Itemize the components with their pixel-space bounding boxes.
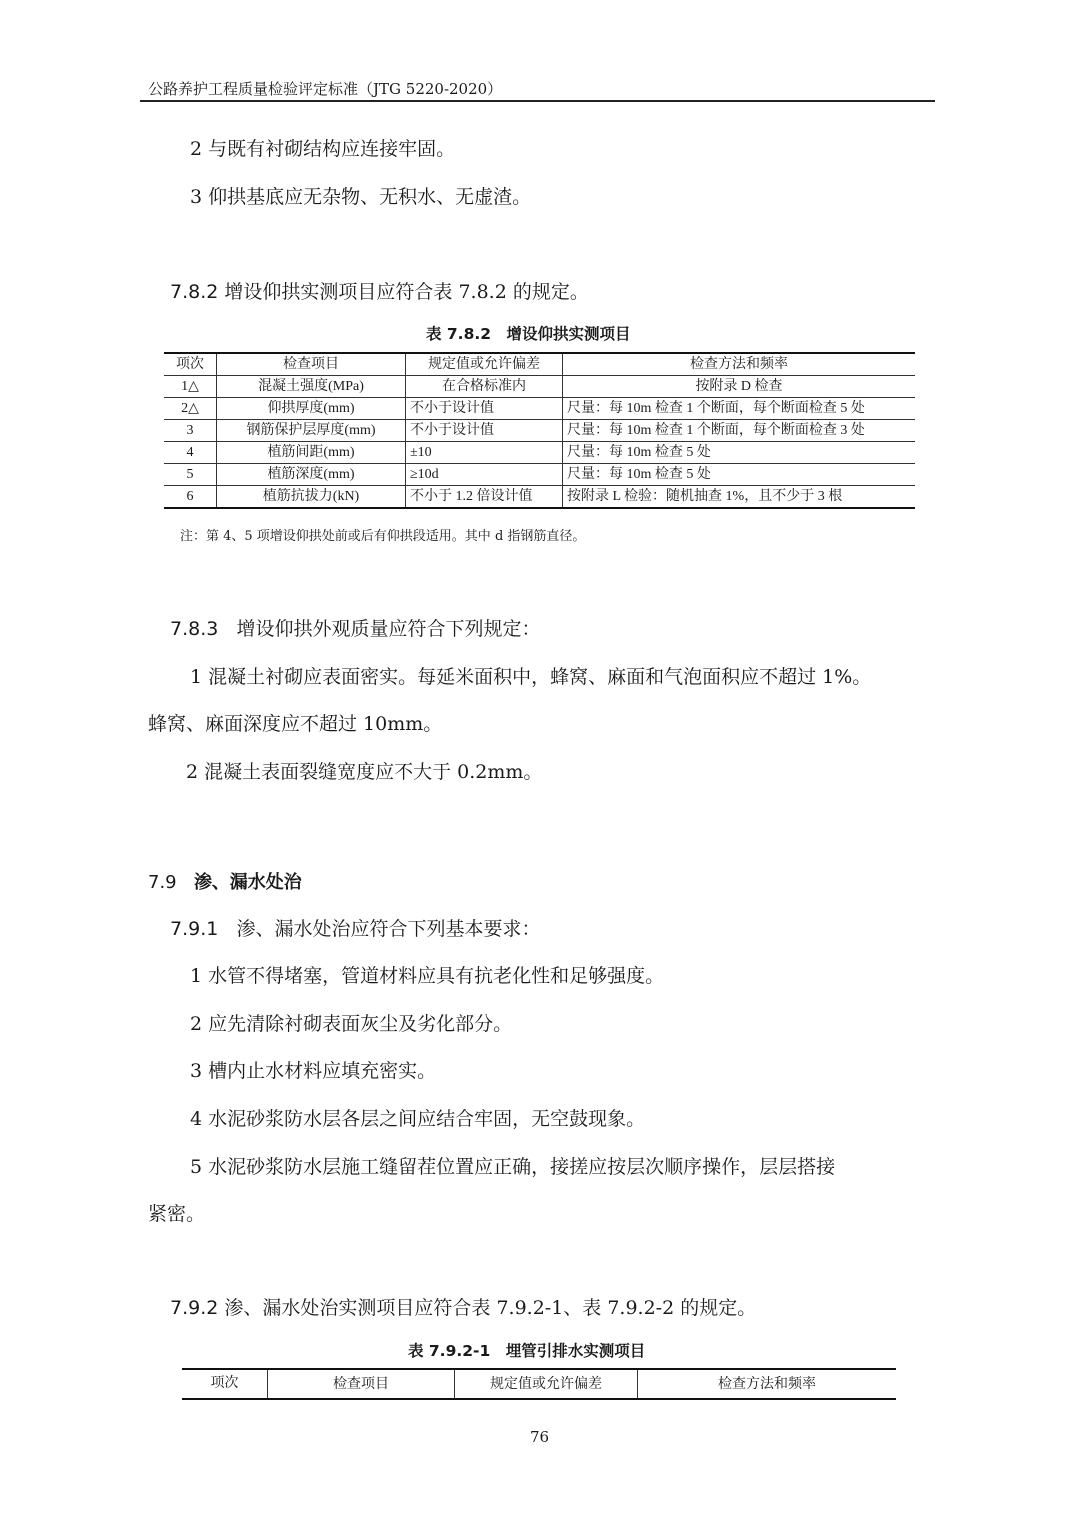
- column-header: 检查方法和频率: [638, 1369, 897, 1399]
- clause-7-8-2: [170, 277, 589, 304]
- running-header: 公路养护工程质量检验评定标准（JTG 5220-2020）: [148, 80, 503, 98]
- paragraph: 4 水泥砂浆防水层各层之间应结合牢固，无空鼓现象。: [190, 1108, 646, 1130]
- cell: 3: [164, 420, 217, 442]
- cell: 6: [164, 486, 217, 509]
- paragraph: 紧密。: [148, 1203, 206, 1225]
- cell: 按附录 L 检验：随机抽查 1%，且不少于 3 根: [563, 486, 916, 509]
- cell: 不小于设计值: [406, 420, 563, 442]
- column-header: 检查项目: [217, 353, 406, 376]
- clause-number: 7.8.3: [170, 618, 219, 640]
- column-header: 规定值或允许偏差: [455, 1369, 638, 1399]
- table-row: [164, 464, 915, 486]
- paragraph: 1 水管不得堵塞，管道材料应具有抗老化性和足够强度。: [190, 965, 665, 987]
- paragraph: 2 应先清除衬砌表面灰尘及劣化部分。: [190, 1013, 513, 1035]
- column-header: 检查方法和频率: [563, 353, 916, 376]
- cell: 尺量：每 10m 检查 5 处: [563, 464, 916, 486]
- clause-text: 渗、漏水处治实测项目应符合表 7.9.2-1、表 7.9.2-2 的规定。: [224, 1297, 757, 1319]
- cell: ±10: [406, 442, 563, 464]
- paragraph: 蜂窝、麻面深度应不超过 10mm。: [148, 713, 443, 735]
- table-caption: 表 7.8.2 增设仰拱实测项目: [426, 325, 631, 343]
- cell: 按附录 D 检查: [563, 376, 916, 398]
- table-header-row: [164, 353, 915, 376]
- cell: 植筋深度(mm): [217, 464, 406, 486]
- column-header: 检查项目: [268, 1369, 455, 1399]
- cell: 植筋间距(mm): [217, 442, 406, 464]
- table-header-row: [182, 1369, 896, 1399]
- cell: 5: [164, 464, 217, 486]
- paragraph: 2 与既有衬砌结构应连接牢固。: [190, 138, 456, 160]
- table-row: [164, 420, 915, 442]
- cell: 不小于 1.2 倍设计值: [406, 486, 563, 509]
- paragraph: 5 水泥砂浆防水层施工缝留茬位置应正确，接搓应按层次顺序操作，层层搭接: [190, 1156, 836, 1178]
- table-row: [164, 442, 915, 464]
- clause-7-8-3: [170, 614, 541, 641]
- clause-text: 增设仰拱外观质量应符合下列规定：: [236, 618, 541, 640]
- paragraph: 1 混凝土衬砌应表面密实。每延米面积中，蜂窝、麻面和气泡面积应不超过 1%。: [190, 666, 872, 688]
- cell: 仰拱厚度(mm): [217, 398, 406, 420]
- clause-7-9-1: [170, 914, 541, 941]
- table-7-9-2-1: [182, 1368, 896, 1400]
- section-number: 7.9: [148, 872, 177, 893]
- table-caption: 表 7.9.2-1 埋管引排水实测项目: [408, 1342, 646, 1360]
- section-title: 渗、漏水处治: [193, 872, 302, 893]
- clause-7-9-2: [170, 1293, 756, 1320]
- clause-number: 7.9.2: [170, 1297, 219, 1319]
- cell: 4: [164, 442, 217, 464]
- clause-text: 渗、漏水处治应符合下列基本要求：: [236, 918, 541, 940]
- clause-text: 增设仰拱实测项目应符合表 7.8.2 的规定。: [224, 281, 589, 303]
- column-header: 项次: [210, 1376, 239, 1391]
- cell: 混凝土强度(MPa): [217, 376, 406, 398]
- column-header: 规定值或允许偏差: [406, 353, 563, 376]
- paragraph: 3 仰拱基底应无杂物、无积水、无虚渣。: [190, 186, 532, 208]
- column-header: 项次: [176, 357, 204, 372]
- cell: 1△: [164, 376, 217, 398]
- cell: 尺量：每 10m 检查 1 个断面，每个断面检查 5 处: [563, 398, 916, 420]
- page-number: 76: [530, 1428, 550, 1446]
- table-row: [164, 398, 915, 420]
- paragraph: 2 混凝土表面裂缝宽度应不大于 0.2mm。: [186, 761, 543, 783]
- section-7-9-heading: [148, 868, 302, 894]
- table-7-8-2: [164, 352, 915, 509]
- cell: 植筋抗拔力(kN): [217, 486, 406, 509]
- paragraph: 3 槽内止水材料应填充密实。: [190, 1060, 437, 1082]
- clause-number: 7.8.2: [170, 281, 219, 303]
- cell: 不小于设计值: [406, 398, 563, 420]
- cell: 在合格标准内: [406, 376, 563, 398]
- cell: 2△: [164, 398, 217, 420]
- table-row: [164, 376, 915, 398]
- header-rule: [140, 100, 935, 102]
- clause-number: 7.9.1: [170, 918, 219, 940]
- table-note: 注：第 4、5 项增设仰拱处前或后有仰拱段适用。其中 d 指钢筋直径。: [180, 529, 586, 544]
- cell: 尺量：每 10m 检查 1 个断面，每个断面检查 3 处: [563, 420, 916, 442]
- cell: 钢筋保护层厚度(mm): [217, 420, 406, 442]
- cell: ≥10d: [406, 464, 563, 486]
- cell: 尺量：每 10m 检查 5 处: [563, 442, 916, 464]
- table-row: [164, 486, 915, 509]
